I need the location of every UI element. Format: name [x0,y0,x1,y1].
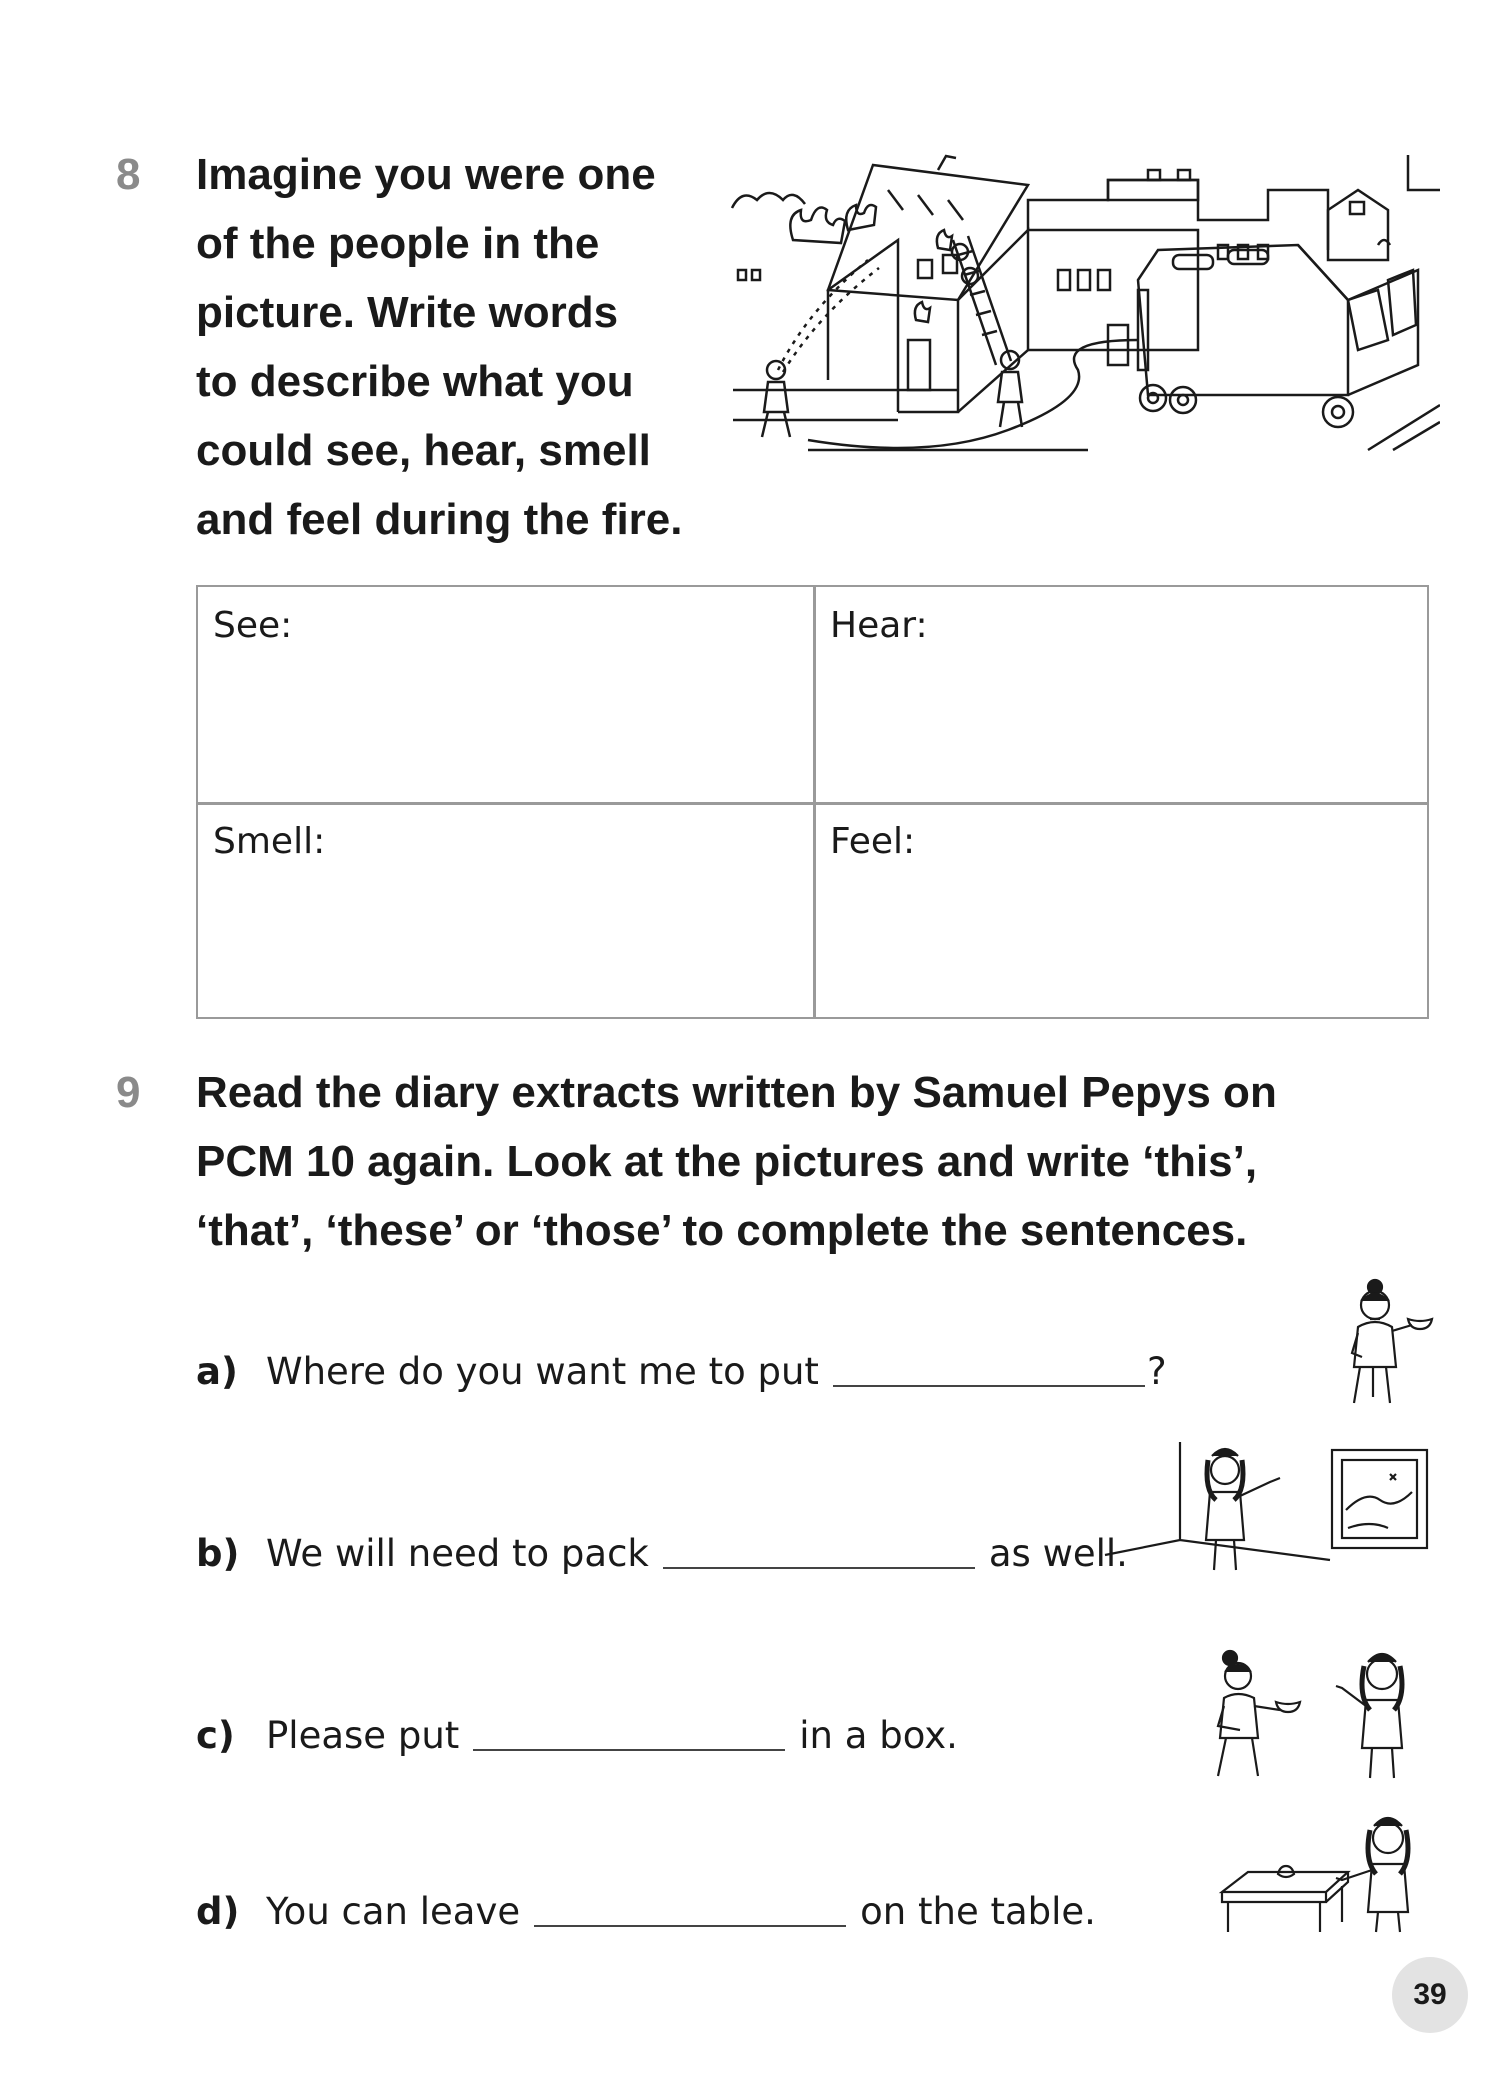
question-8-line: could see, hear, smell [196,426,651,475]
fire-scene-illustration [728,150,1440,460]
smell-label: Smell: [213,821,326,862]
sentence-text: Please put [266,1714,460,1757]
sentence-b [196,1532,1128,1575]
item-letter: a) [196,1350,238,1393]
feel-label: Feel: [830,821,916,862]
hear-answer-area[interactable] [816,587,1427,802]
smell-answer-area[interactable] [198,805,813,1017]
item-letter: c) [196,1714,235,1757]
sentence-text: You can leave [266,1890,521,1933]
sentence-d [196,1890,1096,1933]
answer-blank[interactable] [473,1748,785,1751]
feel-answer-area[interactable] [816,805,1427,1017]
item-letter: b) [196,1532,240,1575]
sentence-c [196,1714,958,1757]
sentence-text: in a box. [799,1714,958,1757]
sentence-text: ? [1146,1350,1167,1393]
sentence-a [196,1350,1167,1393]
question-9-number: 9 [116,1068,141,1117]
question-9-line: PCM 10 again. Look at the pictures and write ‘this’, [196,1137,1258,1186]
page-number: 39 [1392,1957,1468,2033]
see-label: See: [213,605,293,646]
sentence-text: as well. [988,1532,1128,1575]
two-women-illustration [1208,1648,1440,1780]
question-8-number: 8 [116,150,141,199]
question-8-line: to describe what you [196,357,634,406]
question-9-line: Read the diary extracts written by Samuel Pepys on [196,1068,1277,1117]
answer-blank[interactable] [534,1924,846,1927]
table-and-woman-illustration [1218,1812,1440,1934]
see-answer-area[interactable] [198,587,813,802]
question-8-line: Imagine you were one [196,150,656,199]
hear-label: Hear: [830,605,928,646]
answer-blank[interactable] [833,1384,1145,1387]
question-9-prompt [196,1058,1277,1265]
item-letter: d) [196,1890,240,1933]
woman-holding-bowl-illustration [1330,1275,1440,1405]
sentence-text: Where do you want me to put [266,1350,819,1393]
question-8-line: picture. Write words [196,288,619,337]
senses-table [196,585,1429,1019]
woman-pointing-at-painting-illustration [1100,1440,1440,1575]
sentence-text: We will need to pack [266,1532,649,1575]
question-8-line: of the people in the [196,219,600,268]
answer-blank[interactable] [663,1566,975,1569]
question-8-line: and feel during the fire. [196,495,683,544]
sentence-text: on the table. [860,1890,1096,1933]
question-9-line: ‘that’, ‘these’ or ‘those’ to complete the sentences. [196,1206,1248,1255]
question-8-prompt [196,140,683,554]
